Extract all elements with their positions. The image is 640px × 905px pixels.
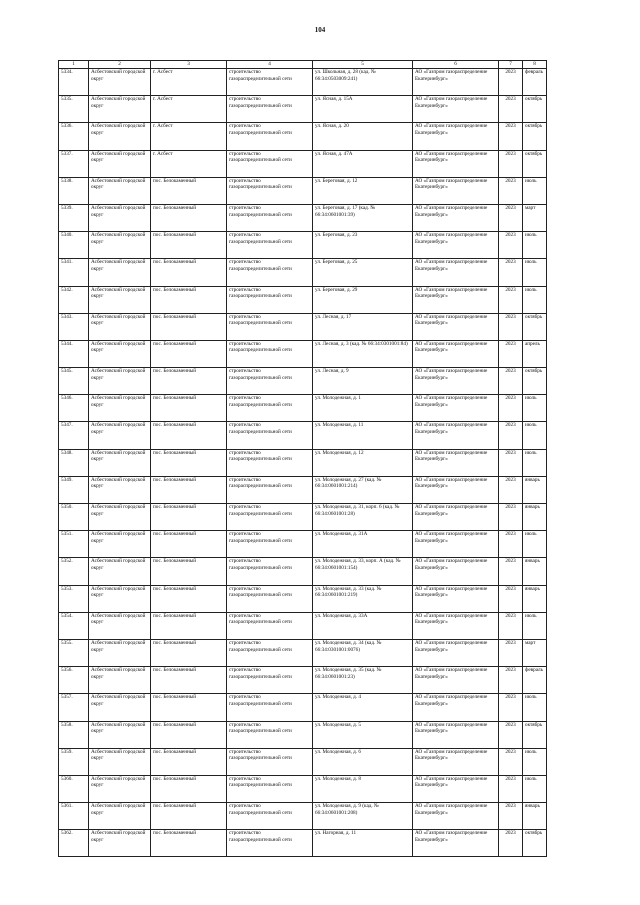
table-row [59, 150, 547, 177]
address-cell: ул. Школьная, д. 28 (кад. № 66:34:0503009:241) [313, 69, 413, 96]
work-type-cell: строительство газораспределительной сети [227, 558, 313, 585]
municipality-cell: Асбестовский городской округ [89, 449, 151, 476]
work-type-cell: строительство газораспределительной сети [227, 694, 313, 721]
table-row [59, 449, 547, 476]
table-row [59, 612, 547, 639]
municipality-cell: Асбестовский городской округ [89, 667, 151, 694]
municipality-cell: Асбестовский городской округ [89, 830, 151, 857]
municipality-cell: Асбестовский городской округ [89, 803, 151, 830]
month-cell: февраль [523, 69, 547, 96]
settlement-cell: пос. Белокаменный [151, 259, 227, 286]
table-row [59, 694, 547, 721]
address-cell: ул. Молодежная, д. 33, корп. А (кад. № 66:34:0601001:154) [313, 558, 413, 585]
organization-cell: АО «Газпром газораспределение Екатеринбург» [413, 504, 499, 531]
settlement-cell: г. Асбест [151, 150, 227, 177]
row-number-cell: 5340. [59, 232, 89, 259]
organization-cell: АО «Газпром газораспределение Екатеринбург» [413, 69, 499, 96]
table-row [59, 775, 547, 802]
table-row [59, 531, 547, 558]
work-type-cell: строительство газораспределительной сети [227, 449, 313, 476]
year-cell: 2023 [499, 449, 523, 476]
organization-cell: АО «Газпром газораспределение Екатеринбург» [413, 830, 499, 857]
row-number-cell: 5345. [59, 368, 89, 395]
work-type-cell: строительство газораспределительной сети [227, 123, 313, 150]
address-cell: ул. Молодежная, д. 12 [313, 449, 413, 476]
table-row [59, 177, 547, 204]
work-type-cell: строительство газораспределительной сети [227, 313, 313, 340]
organization-cell: АО «Газпром газораспределение Екатеринбург» [413, 612, 499, 639]
settlement-cell: пос. Белокаменный [151, 422, 227, 449]
work-type-cell: строительство газораспределительной сети [227, 775, 313, 802]
year-cell: 2023 [499, 585, 523, 612]
work-type-cell: строительство газораспределительной сети [227, 504, 313, 531]
plan-table [58, 60, 547, 857]
organization-cell: АО «Газпром газораспределение Екатеринбург» [413, 694, 499, 721]
organization-cell: АО «Газпром газораспределение Екатеринбург» [413, 721, 499, 748]
month-cell: октябрь [523, 721, 547, 748]
settlement-cell: пос. Белокаменный [151, 775, 227, 802]
organization-cell: АО «Газпром газораспределение Екатеринбург» [413, 232, 499, 259]
month-cell: июль [523, 395, 547, 422]
year-cell: 2023 [499, 721, 523, 748]
month-cell: октябрь [523, 123, 547, 150]
column-header: 1 [59, 61, 89, 69]
work-type-cell: строительство газораспределительной сети [227, 69, 313, 96]
address-cell: ул. Молодежная, д. 33 (кад. № 66:34:0601001:219) [313, 585, 413, 612]
organization-cell: АО «Газпром газораспределение Екатеринбург» [413, 639, 499, 666]
settlement-cell: пос. Белокаменный [151, 694, 227, 721]
municipality-cell: Асбестовский городской округ [89, 286, 151, 313]
address-cell: ул. Молодежная, д. 8 [313, 775, 413, 802]
work-type-cell: строительство газораспределительной сети [227, 286, 313, 313]
row-number-cell: 5337. [59, 150, 89, 177]
year-cell: 2023 [499, 177, 523, 204]
row-number-cell: 5339. [59, 204, 89, 231]
row-number-cell: 5350. [59, 504, 89, 531]
year-cell: 2023 [499, 531, 523, 558]
settlement-cell: пос. Белокаменный [151, 531, 227, 558]
work-type-cell: строительство газораспределительной сети [227, 612, 313, 639]
column-header: 3 [151, 61, 227, 69]
address-cell: ул. Молодежная, д. 4 [313, 694, 413, 721]
year-cell: 2023 [499, 286, 523, 313]
year-cell: 2023 [499, 422, 523, 449]
municipality-cell: Асбестовский городской округ [89, 694, 151, 721]
table-body [59, 69, 547, 857]
work-type-cell: строительство газораспределительной сети [227, 476, 313, 503]
settlement-cell: пос. Белокаменный [151, 449, 227, 476]
month-cell: январь [523, 585, 547, 612]
address-cell: ул. Молодежная, д. 31А [313, 531, 413, 558]
month-cell: март [523, 204, 547, 231]
year-cell: 2023 [499, 232, 523, 259]
row-number-cell: 5335. [59, 96, 89, 123]
month-cell: июль [523, 694, 547, 721]
municipality-cell: Асбестовский городской округ [89, 232, 151, 259]
work-type-cell: строительство газораспределительной сети [227, 368, 313, 395]
row-number-cell: 5336. [59, 123, 89, 150]
municipality-cell: Асбестовский городской округ [89, 96, 151, 123]
settlement-cell: пос. Белокаменный [151, 748, 227, 775]
address-cell: ул. Молодежная, д. 6 [313, 748, 413, 775]
month-cell: июль [523, 259, 547, 286]
work-type-cell: строительство газораспределительной сети [227, 232, 313, 259]
month-cell: июль [523, 232, 547, 259]
year-cell: 2023 [499, 639, 523, 666]
address-cell: ул. Молодежная, д. 5 [313, 721, 413, 748]
work-type-cell: строительство газораспределительной сети [227, 150, 313, 177]
organization-cell: АО «Газпром газораспределение Екатеринбург» [413, 123, 499, 150]
settlement-cell: пос. Белокаменный [151, 232, 227, 259]
work-type-cell: строительство газораспределительной сети [227, 639, 313, 666]
row-number-cell: 5343. [59, 313, 89, 340]
year-cell: 2023 [499, 558, 523, 585]
month-cell: апрель [523, 340, 547, 367]
month-cell: июль [523, 775, 547, 802]
organization-cell: АО «Газпром газораспределение Екатеринбург» [413, 476, 499, 503]
row-number-cell: 5338. [59, 177, 89, 204]
table-row [59, 558, 547, 585]
work-type-cell: строительство газораспределительной сети [227, 422, 313, 449]
row-number-cell: 5359. [59, 748, 89, 775]
address-cell: ул. Береговая, д. 12 [313, 177, 413, 204]
settlement-cell: г. Асбест [151, 96, 227, 123]
organization-cell: АО «Газпром газораспределение Екатеринбург» [413, 558, 499, 585]
municipality-cell: Асбестовский городской округ [89, 775, 151, 802]
column-header: 7 [499, 61, 523, 69]
table-row [59, 803, 547, 830]
row-number-cell: 5342. [59, 286, 89, 313]
settlement-cell: пос. Белокаменный [151, 504, 227, 531]
organization-cell: АО «Газпром газораспределение Екатеринбург» [413, 313, 499, 340]
organization-cell: АО «Газпром газораспределение Екатеринбург» [413, 667, 499, 694]
table-row [59, 667, 547, 694]
year-cell: 2023 [499, 612, 523, 639]
year-cell: 2023 [499, 368, 523, 395]
settlement-cell: пос. Белокаменный [151, 639, 227, 666]
settlement-cell: пос. Белокаменный [151, 340, 227, 367]
month-cell: январь [523, 476, 547, 503]
column-header: 8 [523, 61, 547, 69]
month-cell: январь [523, 558, 547, 585]
work-type-cell: строительство газораспределительной сети [227, 204, 313, 231]
municipality-cell: Асбестовский городской округ [89, 422, 151, 449]
address-cell: ул. Лесная, д. 3 (кад. № 66:34:0301001:84) [313, 340, 413, 367]
municipality-cell: Асбестовский городской округ [89, 259, 151, 286]
address-cell: ул. Ясная, д. 47А [313, 150, 413, 177]
month-cell: январь [523, 803, 547, 830]
work-type-cell: строительство газораспределительной сети [227, 340, 313, 367]
row-number-cell: 5341. [59, 259, 89, 286]
work-type-cell: строительство газораспределительной сети [227, 803, 313, 830]
year-cell: 2023 [499, 204, 523, 231]
month-cell: июль [523, 531, 547, 558]
month-cell: июль [523, 748, 547, 775]
page-number: 104 [314, 26, 326, 34]
month-cell: март [523, 639, 547, 666]
municipality-cell: Асбестовский городской округ [89, 177, 151, 204]
year-cell: 2023 [499, 69, 523, 96]
municipality-cell: Асбестовский городской округ [89, 476, 151, 503]
row-number-cell: 5351. [59, 531, 89, 558]
table-row [59, 313, 547, 340]
municipality-cell: Асбестовский городской округ [89, 612, 151, 639]
address-cell: ул. Молодежная, д. 11 [313, 422, 413, 449]
column-header: 6 [413, 61, 499, 69]
municipality-cell: Асбестовский городской округ [89, 585, 151, 612]
table-row [59, 395, 547, 422]
settlement-cell: пос. Белокаменный [151, 558, 227, 585]
row-number-cell: 5352. [59, 558, 89, 585]
column-header: 4 [227, 61, 313, 69]
work-type-cell: строительство газораспределительной сети [227, 395, 313, 422]
table-row [59, 286, 547, 313]
month-cell: июль [523, 612, 547, 639]
row-number-cell: 5344. [59, 340, 89, 367]
year-cell: 2023 [499, 96, 523, 123]
work-type-cell: строительство газораспределительной сети [227, 259, 313, 286]
year-cell: 2023 [499, 340, 523, 367]
organization-cell: АО «Газпром газораспределение Екатеринбург» [413, 585, 499, 612]
year-cell: 2023 [499, 667, 523, 694]
settlement-cell: пос. Белокаменный [151, 667, 227, 694]
row-number-cell: 5354. [59, 612, 89, 639]
table-row [59, 830, 547, 857]
table-row [59, 340, 547, 367]
table-row [59, 123, 547, 150]
organization-cell: АО «Газпром газораспределение Екатеринбург» [413, 449, 499, 476]
address-cell: ул. Нагорная, д. 11 [313, 830, 413, 857]
year-cell: 2023 [499, 259, 523, 286]
organization-cell: АО «Газпром газораспределение Екатеринбург» [413, 775, 499, 802]
organization-cell: АО «Газпром газораспределение Екатеринбург» [413, 340, 499, 367]
row-number-cell: 5361. [59, 803, 89, 830]
address-cell: ул. Молодежная, д. 9 (кад. № 66:34:0601001:208) [313, 803, 413, 830]
year-cell: 2023 [499, 775, 523, 802]
address-cell: ул. Ясная, д. 20 [313, 123, 413, 150]
month-cell: июль [523, 177, 547, 204]
address-cell: ул. Ясная, д. 15А [313, 96, 413, 123]
year-cell: 2023 [499, 395, 523, 422]
table-row [59, 96, 547, 123]
year-cell: 2023 [499, 803, 523, 830]
work-type-cell: строительство газораспределительной сети [227, 177, 313, 204]
table-row [59, 69, 547, 96]
organization-cell: АО «Газпром газораспределение Екатеринбург» [413, 422, 499, 449]
month-cell: октябрь [523, 150, 547, 177]
address-cell: ул. Молодежная, д. 27 (кад. № 66:34:0601001:214) [313, 476, 413, 503]
settlement-cell: пос. Белокаменный [151, 721, 227, 748]
organization-cell: АО «Газпром газораспределение Екатеринбург» [413, 259, 499, 286]
organization-cell: АО «Газпром газораспределение Екатеринбург» [413, 204, 499, 231]
address-cell: ул. Береговая, д. 25 [313, 259, 413, 286]
table-row [59, 422, 547, 449]
table-row [59, 259, 547, 286]
row-number-cell: 5356. [59, 667, 89, 694]
table-row [59, 721, 547, 748]
municipality-cell: Асбестовский городской округ [89, 150, 151, 177]
settlement-cell: пос. Белокаменный [151, 204, 227, 231]
address-cell: ул. Молодежная, д. 1 [313, 395, 413, 422]
organization-cell: АО «Газпром газораспределение Екатеринбург» [413, 96, 499, 123]
table-row [59, 639, 547, 666]
address-cell: ул. Береговая, д. 29 [313, 286, 413, 313]
month-cell: октябрь [523, 313, 547, 340]
organization-cell: АО «Газпром газораспределение Екатеринбург» [413, 286, 499, 313]
work-type-cell: строительство газораспределительной сети [227, 748, 313, 775]
column-header: 2 [89, 61, 151, 69]
municipality-cell: Асбестовский городской округ [89, 639, 151, 666]
row-number-cell: 5355. [59, 639, 89, 666]
municipality-cell: Асбестовский городской округ [89, 558, 151, 585]
table-row [59, 504, 547, 531]
settlement-cell: пос. Белокаменный [151, 368, 227, 395]
organization-cell: АО «Газпром газораспределение Екатеринбург» [413, 150, 499, 177]
settlement-cell: г. Асбест [151, 69, 227, 96]
organization-cell: АО «Газпром газораспределение Екатеринбург» [413, 803, 499, 830]
municipality-cell: Асбестовский городской округ [89, 531, 151, 558]
table-row [59, 585, 547, 612]
month-cell: февраль [523, 667, 547, 694]
municipality-cell: Асбестовский городской округ [89, 204, 151, 231]
column-number-row [59, 61, 547, 69]
settlement-cell: пос. Белокаменный [151, 395, 227, 422]
settlement-cell: пос. Белокаменный [151, 177, 227, 204]
table-row [59, 368, 547, 395]
year-cell: 2023 [499, 476, 523, 503]
address-cell: ул. Молодежная, д. 31, корп. 6 (кад. № 66:34:0601001:28) [313, 504, 413, 531]
address-cell: ул. Лесная, д. 9 [313, 368, 413, 395]
row-number-cell: 5358. [59, 721, 89, 748]
month-cell: октябрь [523, 830, 547, 857]
row-number-cell: 5348. [59, 449, 89, 476]
month-cell: июль [523, 422, 547, 449]
row-number-cell: 5360. [59, 775, 89, 802]
work-type-cell: строительство газораспределительной сети [227, 585, 313, 612]
row-number-cell: 5357. [59, 694, 89, 721]
municipality-cell: Асбестовский городской округ [89, 69, 151, 96]
year-cell: 2023 [499, 313, 523, 340]
month-cell: июль [523, 286, 547, 313]
year-cell: 2023 [499, 150, 523, 177]
row-number-cell: 5353. [59, 585, 89, 612]
work-type-cell: строительство газораспределительной сети [227, 96, 313, 123]
table-row [59, 204, 547, 231]
table-row [59, 476, 547, 503]
row-number-cell: 5346. [59, 395, 89, 422]
municipality-cell: Асбестовский городской округ [89, 313, 151, 340]
address-cell: ул. Лесная, д. 17 [313, 313, 413, 340]
row-number-cell: 5334. [59, 69, 89, 96]
address-cell: ул. Молодежная, д. 34 (кад. № 66:34:0301001:0076) [313, 639, 413, 666]
year-cell: 2023 [499, 504, 523, 531]
municipality-cell: Асбестовский городской округ [89, 123, 151, 150]
settlement-cell: пос. Белокаменный [151, 286, 227, 313]
year-cell: 2023 [499, 694, 523, 721]
settlement-cell: пос. Белокаменный [151, 313, 227, 340]
column-header: 5 [313, 61, 413, 69]
municipality-cell: Асбестовский городской округ [89, 368, 151, 395]
work-type-cell: строительство газораспределительной сети [227, 721, 313, 748]
work-type-cell: строительство газораспределительной сети [227, 531, 313, 558]
organization-cell: АО «Газпром газораспределение Екатеринбург» [413, 748, 499, 775]
settlement-cell: пос. Белокаменный [151, 585, 227, 612]
month-cell: январь [523, 504, 547, 531]
month-cell: октябрь [523, 368, 547, 395]
settlement-cell: г. Асбест [151, 123, 227, 150]
municipality-cell: Асбестовский городской округ [89, 395, 151, 422]
work-type-cell: строительство газораспределительной сети [227, 830, 313, 857]
address-cell: ул. Молодежная, д. 35 (кад. № 66:34:0601001:23) [313, 667, 413, 694]
row-number-cell: 5347. [59, 422, 89, 449]
address-cell: ул. Береговая, д. 23 [313, 232, 413, 259]
organization-cell: АО «Газпром газораспределение Екатеринбург» [413, 395, 499, 422]
settlement-cell: пос. Белокаменный [151, 830, 227, 857]
year-cell: 2023 [499, 123, 523, 150]
address-cell: ул. Береговая, д. 17 (кад. № 66:34:0601001:39) [313, 204, 413, 231]
year-cell: 2023 [499, 830, 523, 857]
table-row [59, 232, 547, 259]
table-row [59, 748, 547, 775]
organization-cell: АО «Газпром газораспределение Екатеринбург» [413, 368, 499, 395]
settlement-cell: пос. Белокаменный [151, 803, 227, 830]
row-number-cell: 5349. [59, 476, 89, 503]
address-cell: ул. Молодежная, д. 33А [313, 612, 413, 639]
month-cell: октябрь [523, 96, 547, 123]
work-type-cell: строительство газораспределительной сети [227, 667, 313, 694]
row-number-cell: 5362. [59, 830, 89, 857]
organization-cell: АО «Газпром газораспределение Екатеринбург» [413, 177, 499, 204]
municipality-cell: Асбестовский городской округ [89, 504, 151, 531]
municipality-cell: Асбестовский городской округ [89, 340, 151, 367]
year-cell: 2023 [499, 748, 523, 775]
municipality-cell: Асбестовский городской округ [89, 748, 151, 775]
settlement-cell: пос. Белокаменный [151, 476, 227, 503]
settlement-cell: пос. Белокаменный [151, 612, 227, 639]
month-cell: июль [523, 449, 547, 476]
municipality-cell: Асбестовский городской округ [89, 721, 151, 748]
organization-cell: АО «Газпром газораспределение Екатеринбург» [413, 531, 499, 558]
